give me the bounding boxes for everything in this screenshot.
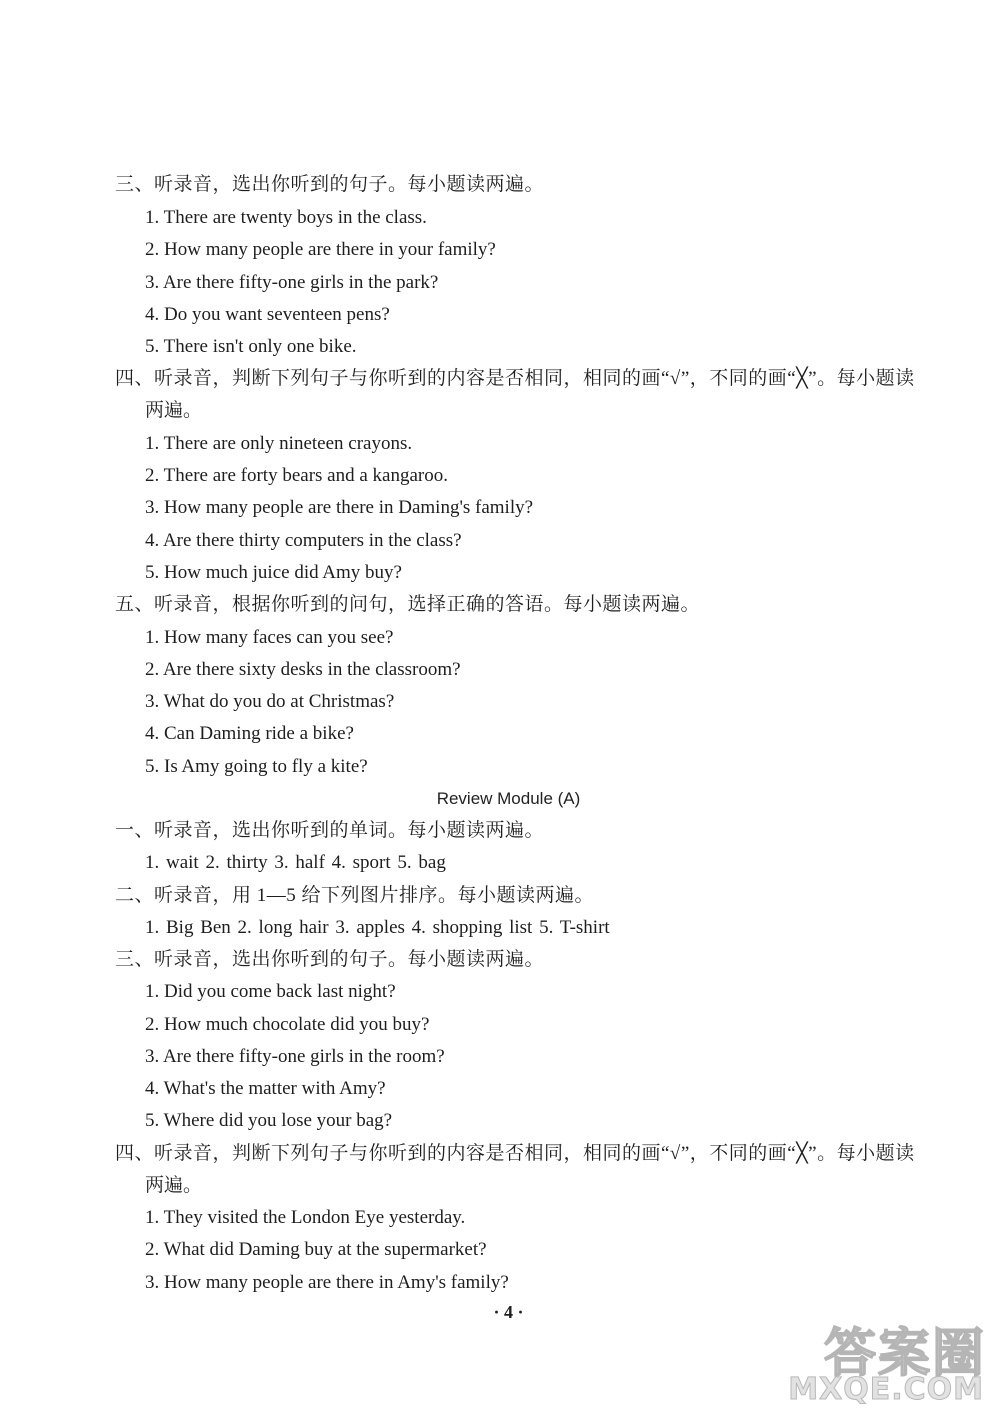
watermark-url-text: MXQE.COM	[788, 1372, 984, 1407]
list-item: 5. Is Amy going to fly a kite?	[145, 756, 368, 777]
section-heading: 五、听录音，根据你听到的问句，选择正确的答语。每小题读两遍。	[115, 594, 701, 615]
list-item: 2. What did Daming buy at the supermarket?	[145, 1239, 487, 1260]
module-title: Review Module (A)	[436, 789, 581, 808]
list-item: 5. Where did you lose your bag?	[145, 1110, 393, 1131]
section-heading: 三、听录音，选出你听到的句子。每小题读两遍。	[115, 174, 545, 195]
list-item: 4. What's the matter with Amy?	[145, 1078, 386, 1099]
list-item: 2. There are forty bears and a kangaroo.	[145, 465, 448, 486]
list-item: 3. Are there fifty-one girls in the park?	[145, 272, 439, 293]
list-item: 1. How many faces can you see?	[145, 627, 394, 648]
section-heading: 一、听录音，选出你听到的单词。每小题读两遍。	[115, 820, 545, 841]
section-heading: 四、听录音，判断下列句子与你听到的内容是否相同，相同的画“√”，不同的画“╳”。每小题读	[115, 1143, 915, 1164]
section-heading-continued: 两遍。	[145, 400, 203, 421]
picture-list: 1. Big Ben 2. long hair 3. apples 4. shopping list 5. T-shirt	[145, 917, 610, 938]
word-list: 1. wait 2. thirty 3. half 4. sport 5. bag	[145, 852, 446, 873]
watermark-cn-text: 答案圈	[823, 1324, 986, 1384]
list-item: 1. There are only nineteen crayons.	[145, 433, 413, 454]
list-item: 2. How many people are there in your family?	[145, 239, 496, 260]
section-heading: 四、听录音，判断下列句子与你听到的内容是否相同，相同的画“√”，不同的画“╳”。每小题读	[115, 368, 915, 389]
list-item: 4. Do you want seventeen pens?	[145, 304, 390, 325]
list-item: 4. Are there thirty computers in the class?	[145, 530, 462, 551]
list-item: 1. There are twenty boys in the class.	[145, 207, 427, 228]
list-item: 3. How many people are there in Amy's family?	[145, 1272, 509, 1293]
list-item: 2. Are there sixty desks in the classroom?	[145, 659, 461, 680]
section-heading-continued: 两遍。	[145, 1175, 203, 1196]
list-item: 5. How much juice did Amy buy?	[145, 562, 402, 583]
list-item: 1. Did you come back last night?	[145, 981, 396, 1002]
list-item: 3. What do you do at Christmas?	[145, 691, 395, 712]
list-item: 1. They visited the London Eye yesterday.	[145, 1207, 466, 1228]
watermark-logo	[774, 1309, 994, 1409]
list-item: 5. There isn't only one bike.	[145, 336, 357, 357]
section-heading: 二、听录音，用 1—5 给下列图片排序。每小题读两遍。	[115, 885, 595, 906]
page-number: · 4 ·	[493, 1302, 524, 1322]
list-item: 3. Are there fifty-one girls in the room?	[145, 1046, 445, 1067]
list-item: 2. How much chocolate did you buy?	[145, 1014, 430, 1035]
list-item: 3. How many people are there in Daming's family?	[145, 497, 534, 518]
section-heading: 三、听录音，选出你听到的句子。每小题读两遍。	[115, 949, 545, 970]
list-item: 4. Can Daming ride a bike?	[145, 723, 354, 744]
